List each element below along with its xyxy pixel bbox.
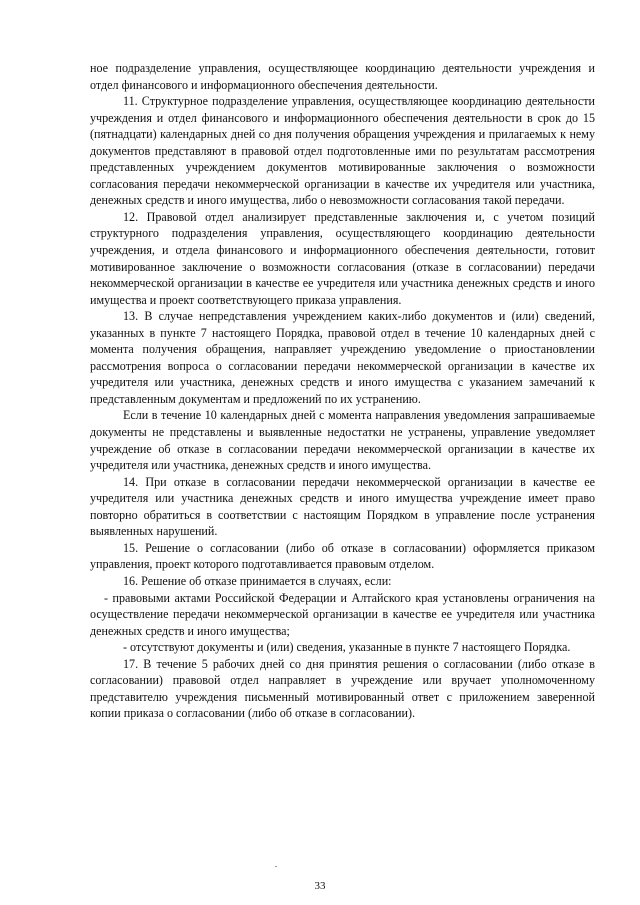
paragraph-16-item-1: - правовыми актами Российской Федерации и Алтайского края установлены ограничения на осуществление передачи некоммерческой организации в качестве ее учредителя или участника денежных средств и иного имущества; (90, 590, 595, 638)
scan-speck (275, 866, 277, 867)
paragraph-14: 14. При отказе в согласовании передачи некоммерческой организации в качестве ее учредителя или участника денежных средств и иного имущества учреждение имеет право повторно обратиться в соответствии с настоящим Порядком в управление после устранения выявленных нарушений. (90, 474, 595, 539)
paragraph-11: 11. Структурное подразделение управления, осуществляющее координацию деятельности учреждения и отдел финансового и информационного обеспечения деятельности в срок до 15 (пятнадцати) календарных дней со дня получения обращения учреждения и прилагаемых к нему документов представляют в правовой отдел подготовленные ими по результатам рассмотрения представленных учреждением документов мотивированные заключения о возможности согласования передачи некоммерческой организации в качестве их учредителя или участника, денежных средств и иного имущества, либо о невозможности согласования такой передачи. (90, 94, 595, 208)
paragraph-13-continued: Если в течение 10 календарных дней с момента направления уведомления запрашиваемые документы не представлены и выявленные недостатки не устранены, управление уведомляет учреждение об отказе в согласовании передачи некоммерческой организации в качестве их учредителя или участника, денежных средств и иного имущества. (90, 408, 595, 473)
paragraph-17: 17. В течение 5 рабочих дней со дня принятия решения о согласовании (либо отказе в согласовании) правовой отдел направляет в учреждение или вручает уполномоченному представителю учреждения письменный мотивированный ответ с приложением заверенной копии приказа о согласовании (либо об отказе в согласовании). (90, 656, 595, 721)
paragraph-15: 15. Решение о согласовании (либо об отказе в согласовании) оформляется приказом управления, проект которого подготавливается правовым отделом. (90, 540, 595, 572)
document-body (90, 60, 595, 722)
paragraph-16-item-2: - отсутствуют документы и (или) сведения, указанные в пункте 7 настоящего Порядка. (123, 640, 571, 655)
page-number: 33 (314, 880, 326, 892)
paragraph-16: 16. Решение об отказе принимается в случаях, если: (123, 573, 392, 588)
paragraph-continuation: ное подразделение управления, осуществляющее координацию деятельности учреждения и отдел финансового и информационного обеспечения деятельности. (90, 61, 595, 92)
paragraph-12: 12. Правовой отдел анализирует представленные заключения и, с учетом позиций структурного подразделения управления, осуществляющего координацию деятельности учреждения, и отдела финансового и информационного обеспечения деятельности, готовит мотивированное заключение о возможности согласования (отказе в согласовании) передачи некоммерческой организации в качестве ее учредителя или участника денежных средств и иного имущества и проект соответствующего приказа управления. (90, 209, 595, 307)
paragraph-13: 13. В случае непредставления учреждением каких-либо документов и (или) сведений, указанных в пункте 7 настоящего Порядка, правовой отдел в течение 10 календарных дней с момента получения обращения, направляет учреждению уведомление о приостановлении рассмотрения вопроса о согласовании передачи некоммерческой организации в качестве их учредителя или участника, денежных средств и иного имущества с указанием замечаний к представленным документам и предложений по их устранению. (90, 309, 595, 406)
